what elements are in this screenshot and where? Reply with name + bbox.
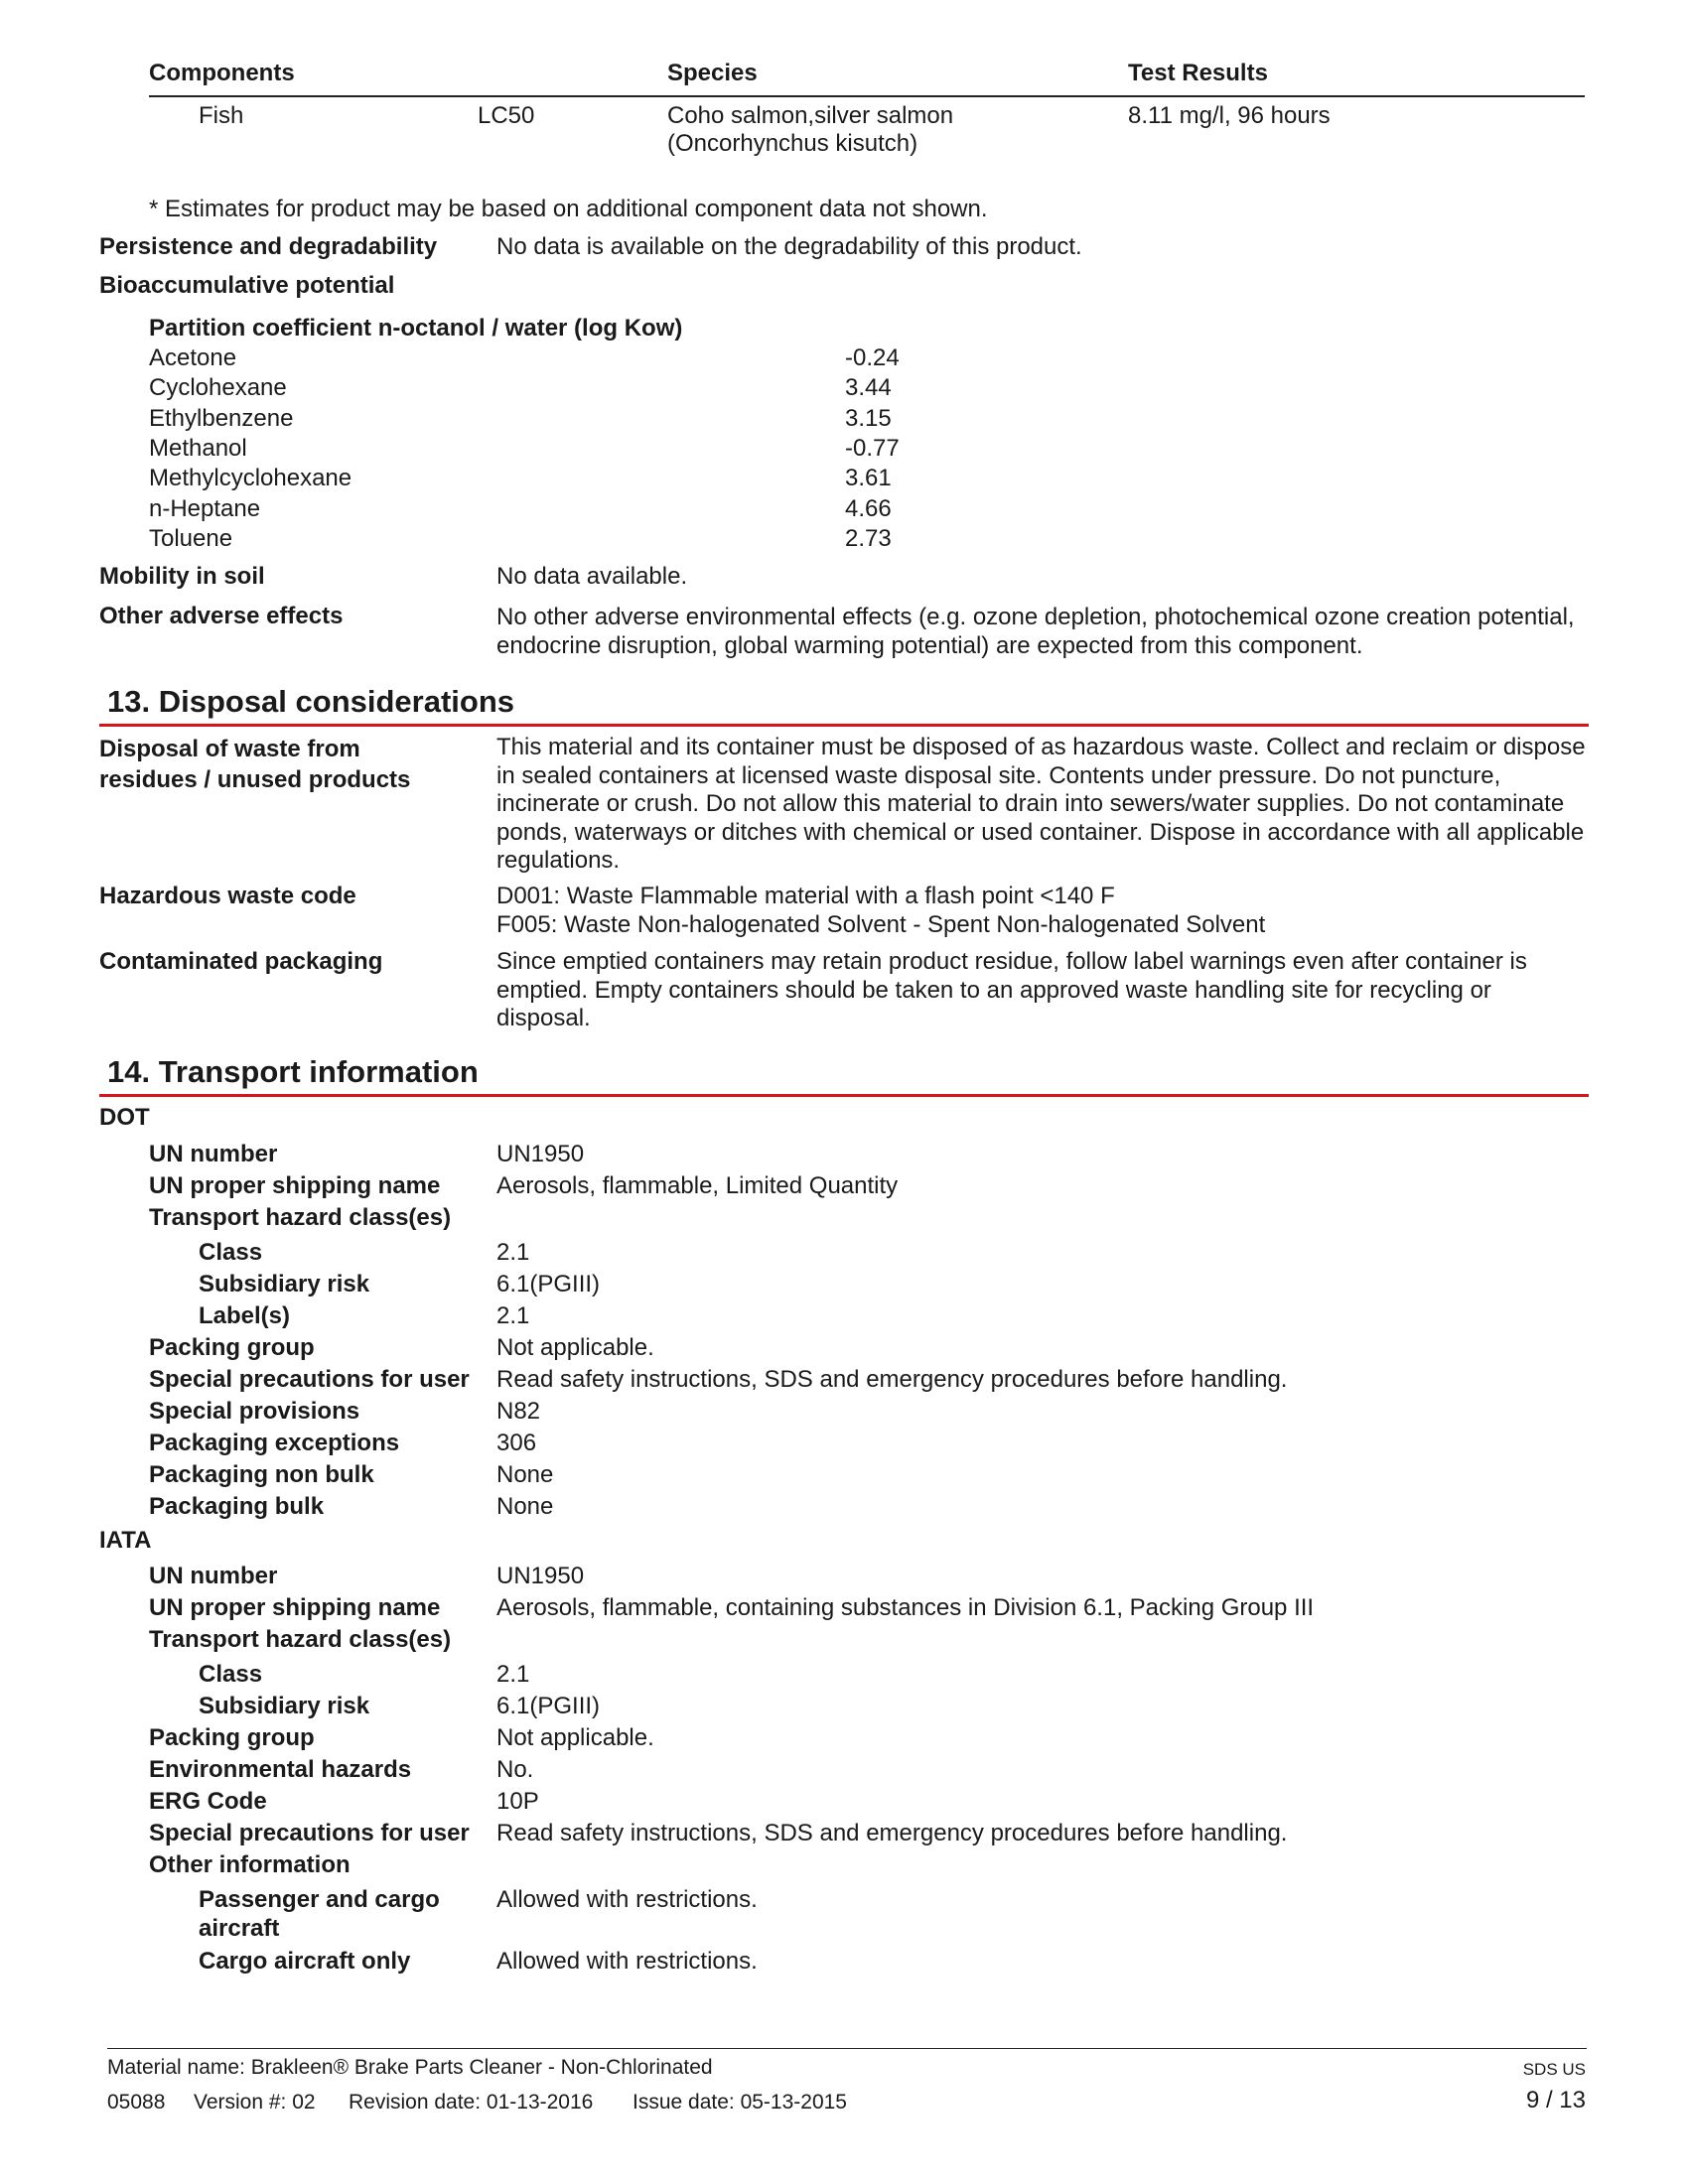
partition-name: Methanol [149,435,247,462]
dot-class-value: 2.1 [496,1239,530,1266]
section-14-title: 14. Transport information [107,1054,479,1089]
eco-species-line1: Coho salmon,silver salmon [667,102,954,129]
iata-cargo-only-value: Allowed with restrictions. [496,1948,758,1975]
section-13-title: 13. Disposal considerations [107,684,515,719]
dot-shipping-name-value: Aerosols, flammable, Limited Quantity [496,1172,899,1199]
dot-packaging-non-bulk-value: None [496,1461,554,1488]
disposal-value: This material and its container must be disposed of as hazardous waste. Collect and reclaim or dispose in sealed containers at licensed waste disposal site. Contents under pressure. Do not puncture, incinerate or crush. Do not allow this material to drain into sewers/water supplies. Do not contaminate ponds, waterways or ditches with chemical or used container. Dispose in accordance with all applicable regulations. [496,734,1586,874]
partition-value: -0.77 [845,435,900,462]
table-header-rule [149,95,1585,97]
partition-value: 3.61 [845,465,892,491]
mobility-label: Mobility in soil [99,563,265,590]
partition-name: Ethylbenzene [149,405,294,432]
iata-environmental-hazards-value: No. [496,1756,534,1783]
footer-rule [107,2048,1587,2049]
iata-passenger-cargo-value: Allowed with restrictions. [496,1886,758,1913]
persistence-value: No data is available on the degradability of this product. [496,233,1082,260]
iata-subsidiary-risk-label: Subsidiary risk [199,1693,370,1719]
dot-special-precautions-value: Read safety instructions, SDS and emergency procedures before handling. [496,1366,1288,1393]
footer-version: Version #: 02 [194,2091,316,2114]
partition-value: 3.15 [845,405,892,432]
hazardous-code-line2: F005: Waste Non-halogenated Solvent - Spent Non-halogenated Solvent [496,911,1266,938]
dot-packaging-non-bulk-label: Packaging non bulk [149,1461,374,1488]
partition-name: Toluene [149,525,233,552]
partition-value: 3.44 [845,374,892,401]
dot-subsidiary-risk-label: Subsidiary risk [199,1271,370,1297]
footer-page-number: 9 / 13 [1525,2087,1586,2114]
iata-erg-code-value: 10P [496,1788,539,1815]
col-header-components: Components [149,60,295,86]
dot-class-label: Class [199,1239,263,1266]
iata-erg-code-label: ERG Code [149,1788,267,1815]
dot-special-provisions-label: Special provisions [149,1398,360,1425]
estimates-note: * Estimates for product may be based on additional component data not shown. [149,196,988,222]
dot-labels-value: 2.1 [496,1302,530,1329]
iata-hazard-class-label: Transport hazard class(es) [149,1626,452,1653]
iata-passenger-cargo-label-line2: aircraft [199,1915,280,1942]
dot-packaging-bulk-label: Packaging bulk [149,1493,325,1520]
persistence-label: Persistence and degradability [99,233,438,260]
contaminated-packaging-label: Contaminated packaging [99,948,383,975]
iata-heading: IATA [99,1527,152,1554]
dot-special-provisions-value: N82 [496,1398,541,1425]
footer-issue-date: Issue date: 05-13-2015 [633,2091,847,2114]
mobility-value: No data available. [496,563,688,590]
dot-packing-group-value: Not applicable. [496,1334,654,1361]
iata-shipping-name-value: Aerosols, flammable, containing substances in Division 6.1, Packing Group III [496,1594,1315,1621]
dot-un-number-label: UN number [149,1141,278,1167]
iata-un-number-label: UN number [149,1563,278,1589]
iata-class-label: Class [199,1661,263,1688]
footer-doc-number: 05088 [107,2091,166,2114]
dot-un-number-value: UN1950 [496,1141,585,1167]
contaminated-packaging-value: Since emptied containers may retain product residue, follow label warnings even after container is emptied. Empty containers should be taken to an approved waste handling site for recycling or disposal. [496,948,1527,1031]
iata-subsidiary-risk-value: 6.1(PGIII) [496,1693,601,1719]
other-adverse-value: No other adverse environmental effects (e.g. ozone depletion, photochemical ozone creation potential, endocrine disruption, global warming potential) are expected from this component. [496,604,1575,659]
dot-packaging-exceptions-value: 306 [496,1430,537,1456]
footer-material-name: Material name: Brakleen® Brake Parts Cleaner - Non-Chlorinated [107,2056,713,2079]
partition-value: 4.66 [845,495,892,522]
iata-other-information-label: Other information [149,1851,351,1878]
dot-labels-label: Label(s) [199,1302,291,1329]
dot-shipping-name-label: UN proper shipping name [149,1172,441,1199]
section-13-rule [99,724,1589,727]
iata-cargo-only-label: Cargo aircraft only [199,1948,411,1975]
eco-species-line2: (Oncorhynchus kisutch) [667,130,918,157]
col-header-test-results: Test Results [1128,60,1268,86]
col-header-species: Species [667,60,758,86]
iata-un-number-value: UN1950 [496,1563,585,1589]
dot-hazard-class-label: Transport hazard class(es) [149,1204,452,1231]
footer-sds-label: SDS US [1522,2060,1586,2079]
hazardous-code-line1: D001: Waste Flammable material with a flash point <140 F [496,883,1115,909]
partition-value: 2.73 [845,525,892,552]
dot-heading: DOT [99,1104,150,1131]
iata-special-precautions-label: Special precautions for user [149,1820,470,1846]
iata-packing-group-label: Packing group [149,1724,315,1751]
partition-name: n-Heptane [149,495,261,522]
partition-name: Cyclohexane [149,374,287,401]
partition-name: Methylcyclohexane [149,465,352,491]
bioaccumulative-label: Bioaccumulative potential [99,272,395,299]
iata-environmental-hazards-label: Environmental hazards [149,1756,412,1783]
dot-subsidiary-risk-value: 6.1(PGIII) [496,1271,601,1297]
dot-special-precautions-label: Special precautions for user [149,1366,470,1393]
eco-test: LC50 [478,102,535,129]
iata-packing-group-value: Not applicable. [496,1724,654,1751]
other-adverse-label: Other adverse effects [99,603,344,629]
dot-packing-group-label: Packing group [149,1334,315,1361]
iata-class-value: 2.1 [496,1661,530,1688]
partition-name: Acetone [149,344,237,371]
eco-component: Fish [199,102,244,129]
dot-packaging-exceptions-label: Packaging exceptions [149,1430,400,1456]
iata-special-precautions-value: Read safety instructions, SDS and emergency procedures before handling. [496,1820,1288,1846]
section-14-rule [99,1094,1589,1097]
dot-packaging-bulk-value: None [496,1493,554,1520]
iata-passenger-cargo-label-line1: Passenger and cargo [199,1886,440,1913]
eco-result: 8.11 mg/l, 96 hours [1128,102,1331,129]
disposal-label: Disposal of waste from residues / unused products [99,736,411,793]
hazardous-code-label: Hazardous waste code [99,883,356,909]
footer-revision-date: Revision date: 01-13-2016 [349,2091,594,2114]
iata-shipping-name-label: UN proper shipping name [149,1594,441,1621]
partition-value: -0.24 [845,344,900,371]
partition-title: Partition coefficient n-octanol / water (log Kow) [149,315,683,341]
